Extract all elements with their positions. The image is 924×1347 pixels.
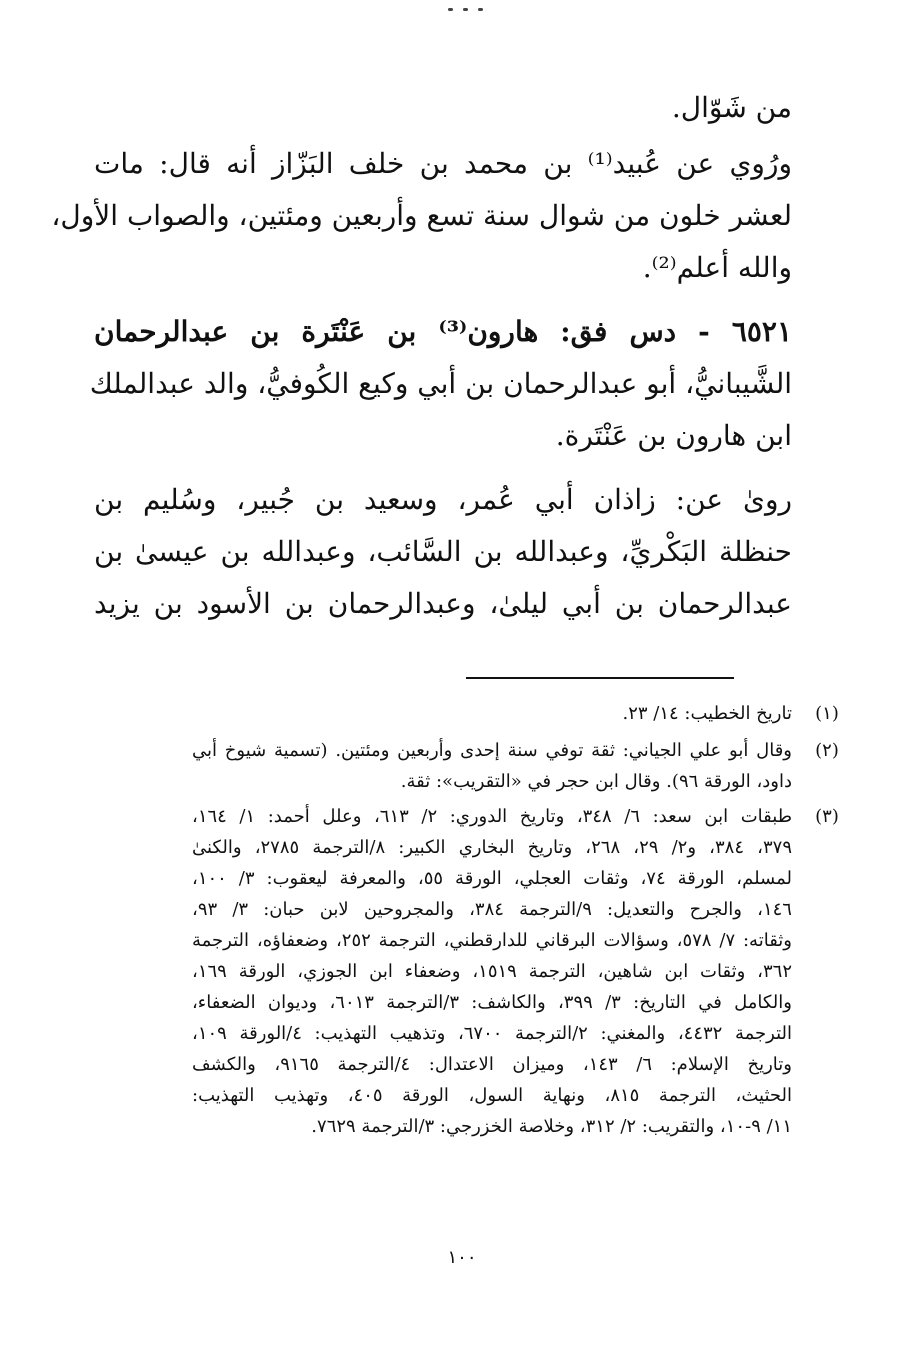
footnote-number: (٣) [815, 806, 839, 827]
footnote-line: ١١/ ٩-١٠، والتقريب: ٢/ ٣١٢، وخلاصة الخزرجي: ٣/الترجمة ٧٦٢٩. [311, 1116, 792, 1137]
entry-heading-line: ٦٥٢١ - دس فق: هارون⁽³⁾ بن عَنْتَرة بن عبدالرحمان [94, 315, 792, 348]
footnote-separator [466, 677, 734, 679]
paragraph-1 [94, 82, 792, 134]
main-text [51, 82, 792, 642]
header-dots [420, 2, 510, 16]
page-number: ١٠٠ [447, 1247, 477, 1268]
footnote-number: (٢) [815, 740, 839, 761]
text-line: ابن هارون بن عَنْتَرة. [555, 419, 792, 452]
text-line: والله أعلم⁽²⁾. [642, 251, 792, 284]
footnote-line: وتاريخ الإسلام: ٦/ ١٤٣، وميزان الاعتدال: ٤/الترجمة ٩١٦٥، والكشف [192, 1054, 792, 1075]
footnotes [192, 698, 839, 1142]
footnote-line: والكامل في التاريخ: ٣/ ٣٩٩، والكاشف: ٣/الترجمة ٦٠١٣، وديوان الضعفاء، [192, 992, 792, 1013]
footnote-line: داود، الورقة ٩٦). وقال ابن حجر في «التقريب»: ثقة. [400, 771, 792, 792]
footnote-line: تاريخ الخطيب: ١٤/ ٢٣. [622, 703, 792, 724]
footnote-line: لمسلم، الورقة ٧٤، وثقات العجلي، الورقة ٥٥، والمعرفة ليعقوب: ٣/ ١٠٠، [192, 868, 793, 889]
footnote-2 [192, 735, 839, 797]
footnote-line: الحثيث، الترجمة ٨١٥، ونهاية السول، الورقة ٤٠٥، وتهذيب التهذيب: [192, 1085, 792, 1106]
text-line: روىٰ عن: زاذان أبي عُمر، وسعيد بن جُبير، وسُليم بن [94, 483, 792, 516]
text-line: الشَّيبانيُّ، أبو عبدالرحمان بن أبي وكيع الكُوفيُّ، والد عبدالملك [89, 367, 792, 400]
paragraph-2 [51, 138, 792, 294]
footnote-line: وثقاته: ٧/ ٥٧٨، وسؤالات البرقاني للدارقطني، الترجمة ٢٥٢، وضعفاؤه، الترجمة [192, 930, 793, 951]
footnote-line: ١٤٦، والجرح والتعديل: ٩/الترجمة ٣٨٤، والمجروحين لابن حبان: ٣/ ٩٣، [192, 899, 792, 920]
narrated-from-paragraph [94, 474, 792, 630]
footnote-1 [192, 698, 839, 729]
footnote-number: (١) [815, 703, 839, 724]
text-line: من شَوّال. [671, 91, 792, 124]
footnote-line: ٣٧٩، ٣٨٤، و٢/ ٢٩، ٢٦٨، وتاريخ البخاري الكبير: ٨/الترجمة ٢٧٨٥، والكنىٰ [192, 837, 792, 858]
entry-6521 [89, 306, 792, 462]
text-line: ورُوي عن عُبيد⁽¹⁾ بن محمد بن خلف البَزّاز أنه قال: مات [94, 147, 792, 180]
text-line: عبدالرحمان بن أبي ليلىٰ، وعبدالرحمان بن الأسود بن يزيد [94, 587, 792, 620]
footnote-line: وقال أبو علي الجياني: ثقة توفي سنة إحدى وأربعين ومئتين. (تسمية شيوخ أبي [192, 740, 792, 761]
footnote-3 [192, 801, 839, 1142]
footnote-line: ٣٦٢، وثقات ابن شاهين، الترجمة ١٥١٩، وضعفاء ابن الجوزي، الورقة ١٦٩، [192, 961, 792, 982]
footnote-line: طبقات ابن سعد: ٦/ ٣٤٨، وتاريخ الدوري: ٢/ ٦١٣، وعلل أحمد: ١/ ١٦٤، [192, 806, 793, 827]
text-line: لعشر خلون من شوال سنة تسع وأربعين ومئتين، والصواب الأول، [51, 199, 792, 232]
footnote-line: الترجمة ٤٤٣٢، والمغني: ٢/الترجمة ٦٧٠٠، وتذهيب التهذيب: ٤/الورقة ١٠٩، [192, 1023, 792, 1044]
text-line: حنظلة البَكْريِّ، وعبدالله بن السَّائب، وعبدالله بن عيسىٰ بن [94, 535, 792, 568]
